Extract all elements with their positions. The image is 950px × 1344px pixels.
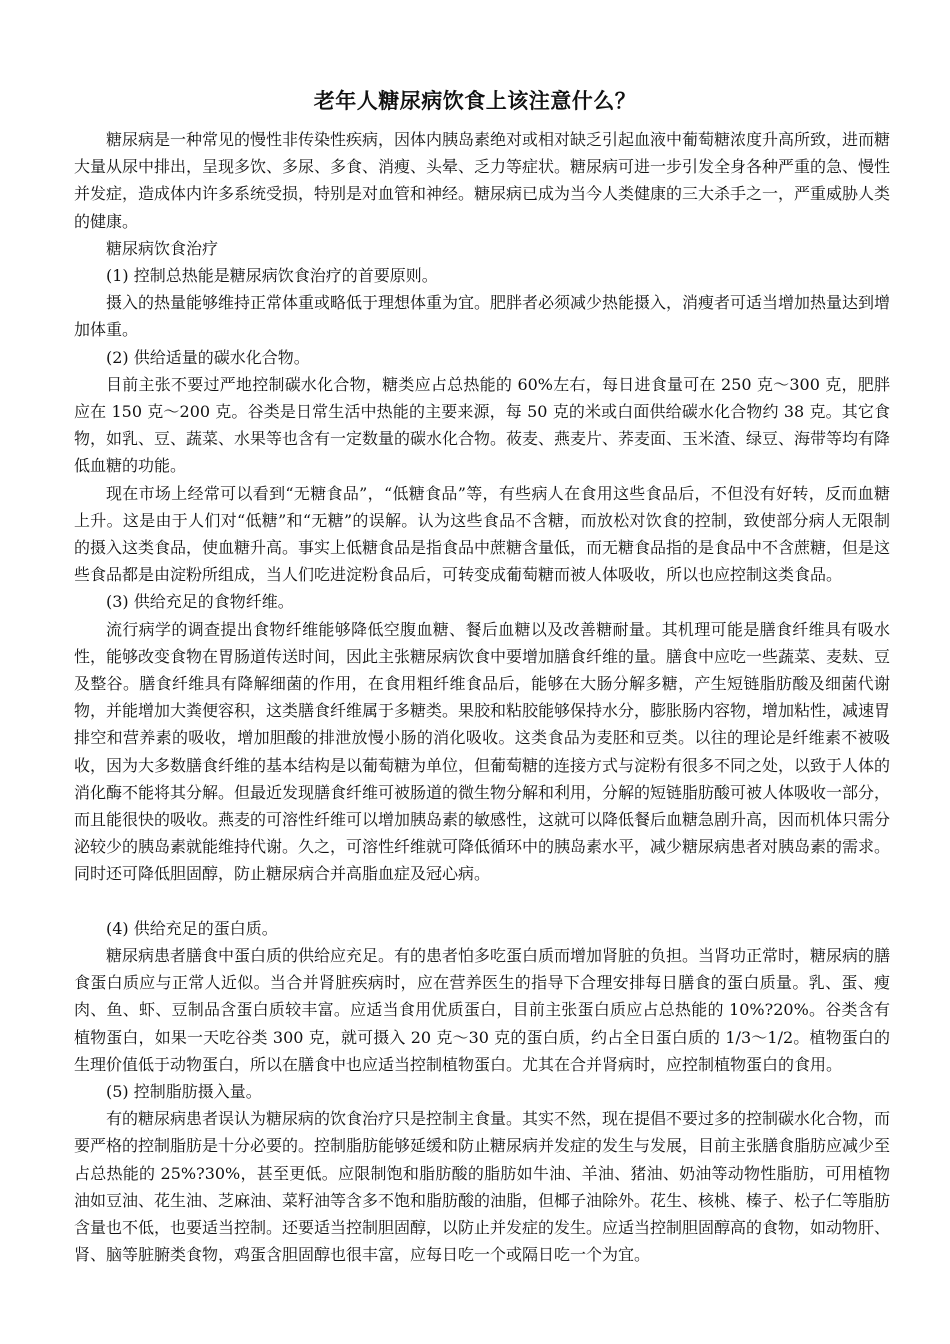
paragraph-intro: 糖尿病是一种常见的慢性非传染性疾病，因体内胰岛素绝对或相对缺乏引起血液中葡萄糖浓度升高所致，进而糖大量从尿中排出，呈现多饮、多尿、多食、消瘦、头晕、乏力等症状。糖尿病可进一步引发全身各种严重的急、慢性并发症，造成体内许多系统受损，特别是对血管和神经。糖尿病已成为当今人类健康的三大杀手之一，严重威胁人类的健康。 [74, 130, 891, 231]
document-title: 老年人糖尿病饮食上该注意什么？ [313, 89, 637, 113]
paragraph-total-energy: 摄入的热量能够维持正常体重或略低于理想体重为宜。肥胖者必须减少热能摄入，消瘦者可适当增加热量达到增加体重。 [74, 293, 891, 340]
paragraph-protein: 糖尿病患者膳食中蛋白质的供给应充足。有的患者怕多吃蛋白质而增加肾脏的负担。当肾功正常时，糖尿病的膳食蛋白质应与正常人近似。当合并肾脏疾病时，应在营养医生的指导下合理安排每日膳食的蛋白质量。乳、蛋、瘦肉、鱼、虾、豆制品含蛋白质较丰富。应适当食用优质蛋白，目前主张蛋白质应占总热能的 10%?20%。谷类含有植物蛋白，如果一天吃谷类 300 克，就可摄入 20 克～30 克的蛋白质，约占全日蛋白质的 1/3～1/2。植物蛋白的生理价值低于动物蛋白，所以在膳食中也应适当控制植物蛋白。尤其在合并肾病时，应控制植物蛋白的食用。 [74, 945, 891, 1074]
item-heading-1: (1) 控制总热能是糖尿病饮食治疗的首要原则。 [106, 266, 438, 286]
item-heading-5: (5) 控制脂肪摄入量。 [106, 1081, 262, 1101]
paragraph-sugar-free-foods: 现在市场上经常可以看到“无糖食品”，“低糖食品”等，有些病人在食用这些食品后，不但没有好转，反而血糖上升。这是由于人们对“低糖”和“无糖”的误解。认为这些食品不含糖，而放松对饮食的控制，致使部分病人无限制的摄入这类食品，使血糖升高。事实上低糖食品是指食品中蔗糖含量低，而无糖食品指的是食品中不含蔗糖，但是这些食品都是由淀粉所组成，当人们吃进淀粉食品后，可转变成葡萄糖而被人体吸收，所以也应控制这类食品。 [74, 483, 891, 585]
document-body [74, 126, 890, 1268]
paragraph-carbohydrates: 目前主张不要过严地控制碳水化合物，糖类应占总热能的 60%左右，每日进食量可在 250 克～300 克，肥胖应在 150 克～200 克。谷类是日常生活中热能的主要来源，每 50 克的米或白面供给碳水化合物约 38 克。其它食物，如乳、豆、蔬菜、水果等也含有一定数量的碳水化合物。莜麦、燕麦片、荞麦面、玉米渣、绿豆、海带等均有降低血糖的功能。 [74, 374, 891, 476]
section-heading-diet-therapy: 糖尿病饮食治疗 [106, 238, 219, 258]
item-heading-3: (3) 供给充足的食物纤维。 [106, 592, 294, 612]
paragraph-fat: 有的糖尿病患者误认为糖尿病的饮食治疗只是控制主食量。其实不然，现在提倡不要过多的控制碳水化合物，而要严格的控制脂肪是十分必要的。控制脂肪能够延缓和防止糖尿病并发症的发生与发展，目前主张膳食脂肪应减少至占总热能的 25%?30%，甚至更低。应限制饱和脂肪酸的脂肪如牛油、羊油、猪油、奶油等动物性脂肪，可用植物油如豆油、花生油、芝麻油、菜籽油等含多不饱和脂肪酸的油脂，但椰子油除外。花生、核桃、榛子、松子仁等脂肪含量也不低，也要适当控制。还要适当控制胆固醇，以防止并发症的发生。应适当控制胆固醇高的食物，如动物肝、肾、脑等脏腑类食物，鸡蛋含胆固醇也很丰富，应每日吃一个或隔日吃一个为宜。 [74, 1109, 891, 1265]
paragraph-dietary-fiber: 流行病学的调查提出食物纤维能够降低空腹血糖、餐后血糖以及改善糖耐量。其机理可能是膳食纤维具有吸水性，能够改变食物在胃肠道传送时间，因此主张糖尿病饮食中要增加膳食纤维的量。膳食中应吃一些蔬菜、麦麸、豆及整谷。膳食纤维具有降解细菌的作用，在食用粗纤维食品后，能够在大肠分解多糖，产生短链脂肪酸及细菌代谢物，并能增加大粪便容积，这类膳食纤维属于多糖类。果胶和粘胶能够保持水分，膨胀肠内容物，增加粘性，减速胃排空和营养素的吸收，增加胆酸的排泄放慢小肠的消化吸收。这类食品为麦胚和豆类。以往的理论是纤维素不被吸收，因为大多数膳食纤维的基本结构是以葡萄糖为单位，但葡萄糖的连接方式与淀粉有很多不同之处，以致于人体的消化酶不能将其分解。但最近发现膳食纤维可被肠道的微生物分解和利用，分解的短链脂肪酸可被人体吸收一部分，而且能很快的吸收。燕麦的可溶性纤维可以增加胰岛素的敏感性，这就可以降低餐后血糖急剧升高，因而机体只需分泌较少的胰岛素就能维持代谢。久之，可溶性纤维就可降低循环中的胰岛素水平，减少糖尿病患者对胰岛素的需求。同时还可降低胆固醇，防止糖尿病合并高脂血症及冠心病。 [74, 619, 891, 884]
item-heading-2: (2) 供给适量的碳水化合物。 [106, 347, 310, 367]
item-heading-4: (4) 供给充足的蛋白质。 [106, 918, 278, 938]
